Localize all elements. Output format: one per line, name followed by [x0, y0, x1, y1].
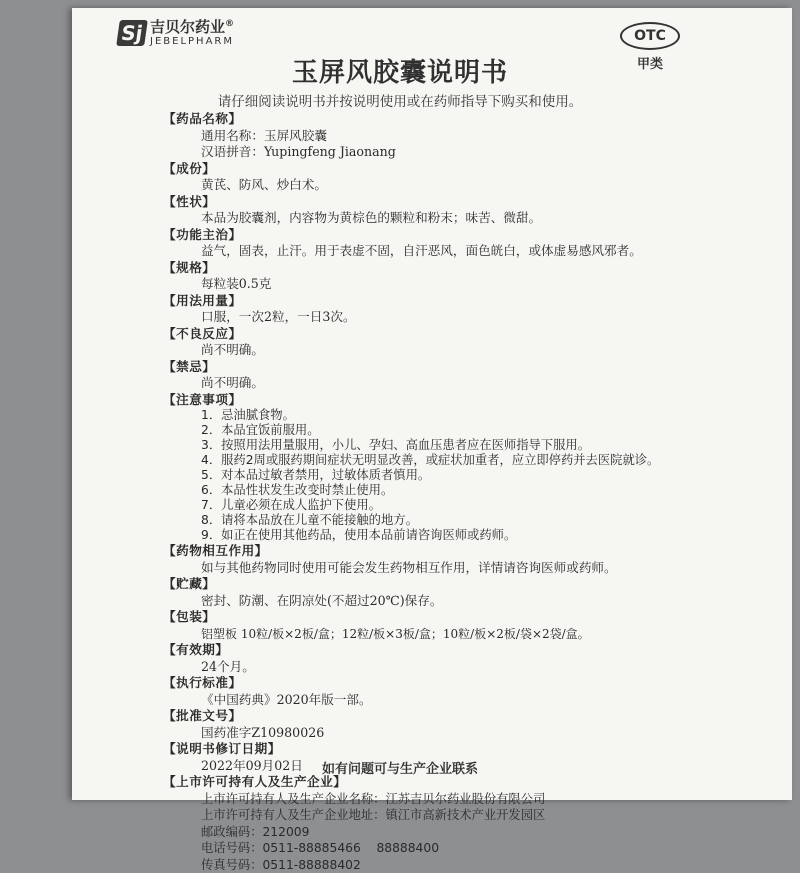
- ingredients-text: 黄芪、防风、炒白术。: [201, 177, 663, 194]
- dosage-text: 口服，一次2粒，一日3次。: [201, 309, 663, 326]
- section-title-precautions: 【注意事项】: [163, 392, 663, 409]
- section-title-interactions: 【药物相互作用】: [163, 543, 663, 560]
- interactions-text: 如与其他药物同时使用可能会发生药物相互作用，详情请咨询医师或药师。: [163, 560, 663, 577]
- precaution-item: 1．忌油腻食物。: [201, 408, 663, 423]
- drug-generic-name: 通用名称：玉屏风胶囊: [201, 128, 663, 145]
- section-title-approval: 【批准文号】: [163, 708, 663, 725]
- section-title-description: 【性状】: [163, 194, 663, 211]
- precaution-item: 8．请将本品放在儿童不能接触的地方。: [201, 513, 663, 528]
- brand-logo: [118, 20, 234, 47]
- section-title-adverse: 【不良反应】: [163, 326, 663, 343]
- precaution-item: 4．服药2周或服药期间症状无明显改善，或症状加重者，应立即停药并去医院就诊。: [201, 453, 663, 468]
- precaution-item: 5．对本品过敏者禁用，过敏体质者慎用。: [201, 468, 663, 483]
- precaution-item: 2．本品宜饭前服用。: [201, 423, 663, 438]
- section-title-dosage: 【用法用量】: [163, 293, 663, 310]
- brand-logo-icon: Sj: [116, 20, 148, 46]
- revision-date: 2022年09月02日: [201, 758, 663, 775]
- section-title-spec: 【规格】: [163, 260, 663, 277]
- precaution-item: 7．儿童必须在成人监护下使用。: [201, 498, 663, 513]
- section-title-holder: 【上市许可持有人及生产企业】: [163, 774, 663, 791]
- precaution-item: 9．如正在使用其他药品，使用本品前请咨询医师或药师。: [201, 528, 663, 543]
- section-title-contraindications: 【禁忌】: [163, 359, 663, 376]
- package-text: 铝塑板 10粒/板×2板/盒；12粒/板×3板/盒；10粒/板×2板/袋×2袋/盒。: [201, 626, 663, 643]
- indications-text: 益气，固表，止汗。用于表虚不固，自汗恶风，面色㿠白，或体虚易感风邪者。: [163, 243, 663, 260]
- spec-text: 每粒装0.5克: [201, 276, 663, 293]
- section-title-revision: 【说明书修订日期】: [163, 741, 663, 758]
- otc-badge: OTC: [620, 22, 680, 50]
- approval-number: 国药准字Z10980026: [201, 725, 663, 742]
- brand-name-cn: 吉贝尔药业®: [150, 20, 234, 35]
- adverse-text: 尚不明确。: [201, 342, 663, 359]
- precaution-item: 6．本品性状发生改变时禁止使用。: [201, 483, 663, 498]
- section-title-name: 【药品名称】: [163, 111, 663, 128]
- otc-class: 甲类: [620, 53, 680, 72]
- expiry-text: 24个月。: [201, 659, 663, 676]
- brand-name-en: JEBELPHARM: [150, 37, 234, 47]
- section-title-standard: 【执行标准】: [163, 675, 663, 692]
- contraindications-text: 尚不明确。: [201, 375, 663, 392]
- precaution-item: 3．按照用法用量服用，小儿、孕妇、高血压患者应在医师指导下服用。: [201, 438, 663, 453]
- section-title-package: 【包装】: [163, 609, 663, 626]
- holder-postcode: 邮政编码：212009: [201, 824, 663, 841]
- standard-text: 《中国药典》2020年版一部。: [201, 692, 663, 709]
- drug-pinyin-name: 汉语拼音：Yupingfeng Jiaonang: [201, 144, 663, 161]
- holder-fax: 传真号码：0511-88888402: [201, 857, 663, 873]
- usage-notice: 请仔细阅读说明书并按说明使用或在药师指导下购买和使用。: [0, 90, 800, 110]
- holder-address: 上市许可持有人及生产企业地址：镇江市高新技术产业开发园区: [201, 807, 663, 824]
- footer-contact-note: 如有问题可与生产企业联系: [0, 758, 800, 777]
- page-title: 玉屏风胶囊说明书: [0, 52, 800, 89]
- section-title-ingredients: 【成份】: [163, 161, 663, 178]
- description-text: 本品为胶囊剂，内容物为黄棕色的颗粒和粉末；味苦、微甜。: [201, 210, 663, 227]
- storage-text: 密封、防潮、在阴凉处(不超过20℃)保存。: [201, 593, 663, 610]
- section-title-indications: 【功能主治】: [163, 227, 663, 244]
- section-title-expiry: 【有效期】: [163, 642, 663, 659]
- holder-phone: 电话号码：0511-88885466 88888400: [201, 840, 663, 857]
- holder-name: 上市许可持有人及生产企业名称：江苏吉贝尔药业股份有限公司: [201, 791, 663, 808]
- section-title-storage: 【贮藏】: [163, 576, 663, 593]
